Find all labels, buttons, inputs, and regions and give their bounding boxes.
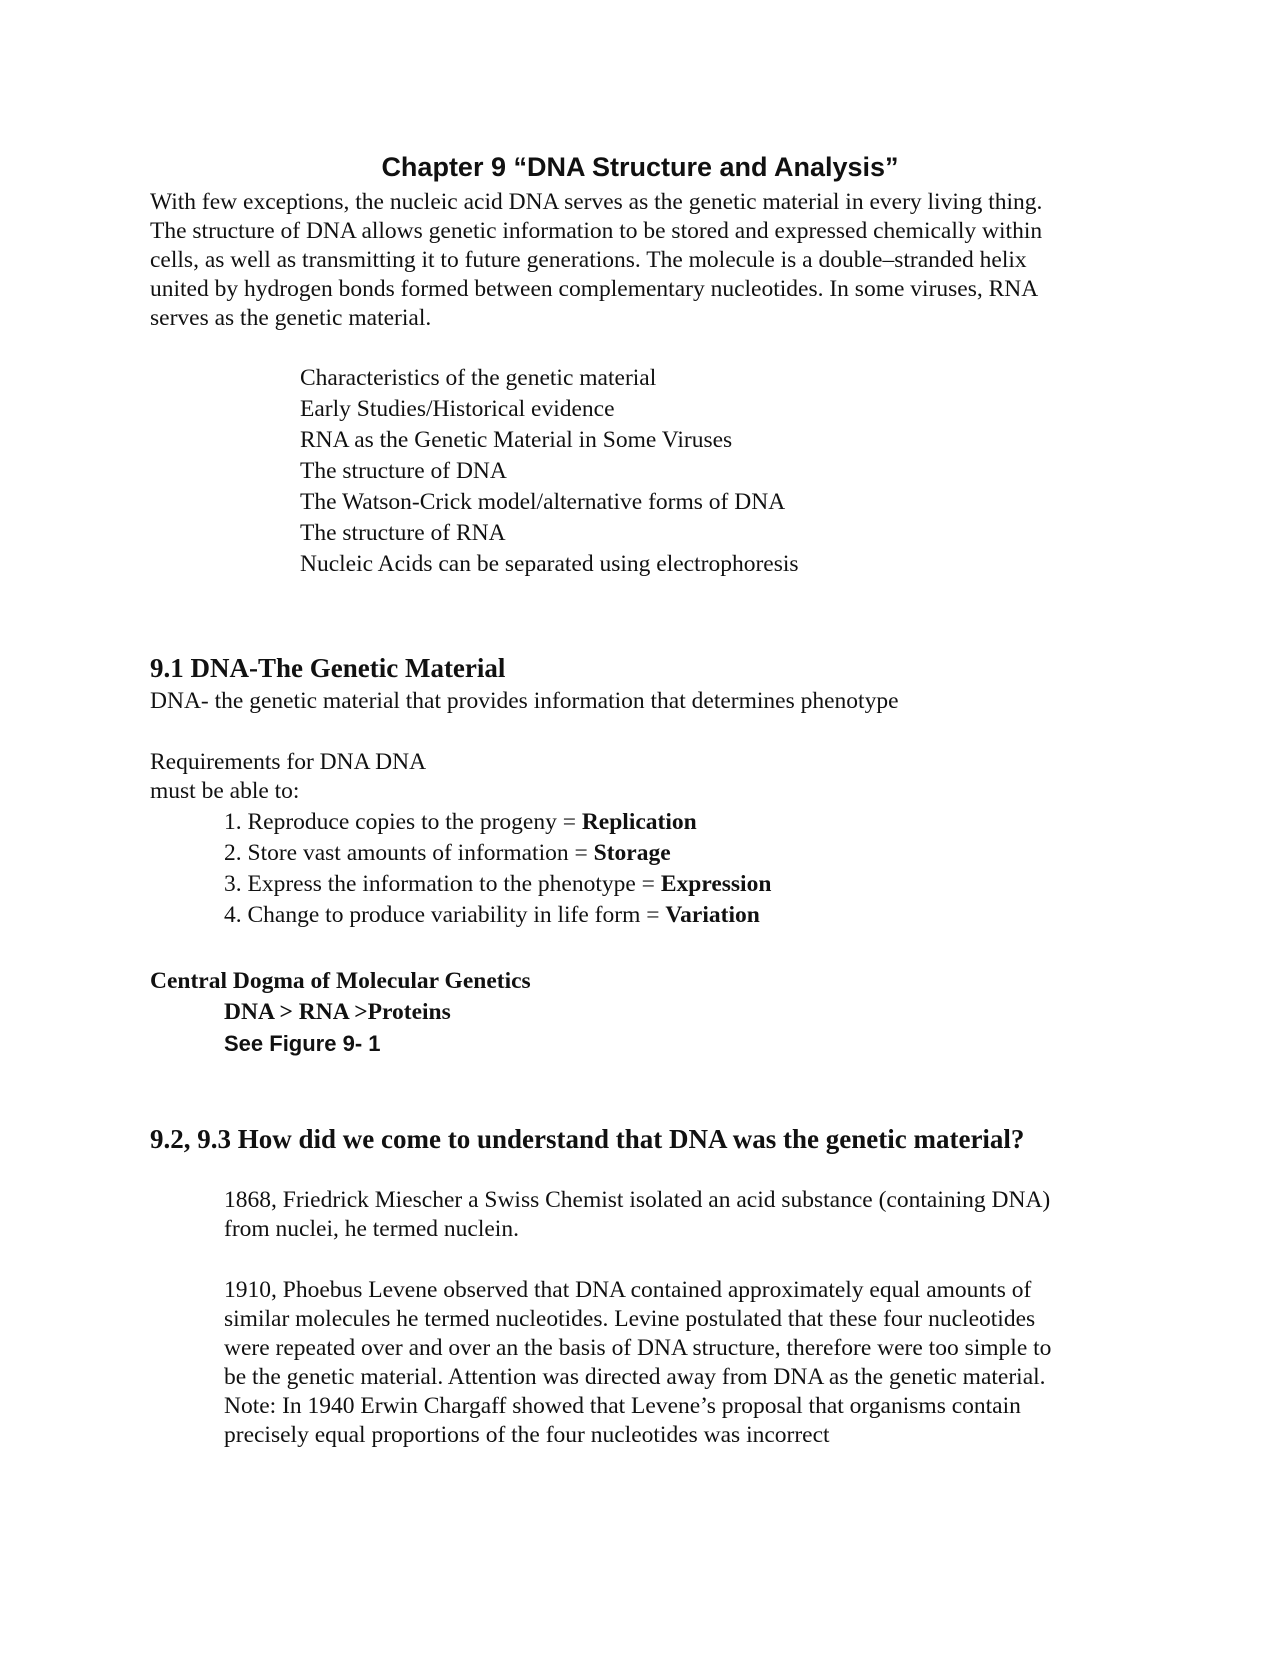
requirement-term: Replication <box>581 809 697 835</box>
paragraph-line: be the genetic material. Attention was directed away from DNA as the genetic material. <box>224 1364 1046 1390</box>
central-dogma-flow: DNA > RNA >Proteins <box>224 999 451 1025</box>
requirement-term: Variation <box>665 902 760 928</box>
outline-item: Early Studies/Historical evidence <box>300 396 615 422</box>
requirement-text: 2. Store vast amounts of information = <box>224 840 594 866</box>
intro-line: The structure of DNA allows genetic information to be stored and expressed chemically within <box>150 218 1043 244</box>
section-heading-9-2: 9.2, 9.3 How did we come to understand that DNA was the genetic material? <box>150 1124 1025 1154</box>
outline-item: The structure of RNA <box>300 520 506 546</box>
requirements-intro: Requirements for DNA DNA <box>150 749 427 775</box>
intro-line: united by hydrogen bonds formed between complementary nucleotides. In some viruses, RNA <box>150 276 1039 302</box>
requirements-intro-cont: must be able to: <box>150 778 300 804</box>
outline-item: The structure of DNA <box>300 458 507 484</box>
intro-line: cells, as well as transmitting it to future generations. The molecule is a double–stranded helix <box>150 247 1027 273</box>
requirement-term: Storage <box>593 840 671 866</box>
outline-item: Nucleic Acids can be separated using electrophoresis <box>300 551 799 577</box>
paragraph-line: similar molecules he termed nucleotides. Levine postulated that these four nucleotides <box>224 1306 1036 1332</box>
outline-item: Characteristics of the genetic material <box>300 365 657 391</box>
paragraph-note-line: precisely equal proportions of the four nucleotides was incorrect <box>224 1422 830 1448</box>
requirement-text: 4. Change to produce variability in life form = <box>224 902 666 928</box>
requirement-item <box>224 838 671 869</box>
dna-definition: DNA- the genetic material that provides information that determines phenotype <box>150 688 899 714</box>
paragraph-line: 1910, Phoebus Levene observed that DNA contained approximately equal amounts of <box>224 1277 1032 1303</box>
requirement-text: 1. Reproduce copies to the progeny = <box>224 809 582 835</box>
requirement-text: 3. Express the information to the phenotype = <box>224 871 661 897</box>
paragraph-note-line: Note: In 1940 Erwin Chargaff showed that Levene’s proposal that organisms contain <box>224 1393 1021 1419</box>
chapter-title: Chapter 9 “DNA Structure and Analysis” <box>381 152 899 182</box>
central-dogma-heading: Central Dogma of Molecular Genetics <box>150 968 531 994</box>
intro-line: With few exceptions, the nucleic acid DNA serves as the genetic material in every living thing. <box>150 189 1043 215</box>
requirement-item <box>224 869 771 900</box>
section-heading-9-1: 9.1 DNA-The Genetic Material <box>150 653 506 683</box>
outline-item: The Watson-Crick model/alternative forms of DNA <box>300 489 786 515</box>
requirement-item <box>224 807 697 838</box>
requirement-term: Expression <box>660 871 772 897</box>
paragraph-line: were repeated over and over an the basis of DNA structure, therefore were too simple to <box>224 1335 1052 1361</box>
paragraph-line: from nuclei, he termed nuclein. <box>224 1216 519 1242</box>
outline-item: RNA as the Genetic Material in Some Viruses <box>300 427 733 453</box>
figure-reference: See Figure 9- 1 <box>224 1031 381 1056</box>
intro-line: serves as the genetic material. <box>150 305 432 331</box>
requirement-item <box>224 900 760 931</box>
paragraph-line: 1868, Friedrick Miescher a Swiss Chemist isolated an acid substance (containing DNA) <box>224 1187 1051 1213</box>
